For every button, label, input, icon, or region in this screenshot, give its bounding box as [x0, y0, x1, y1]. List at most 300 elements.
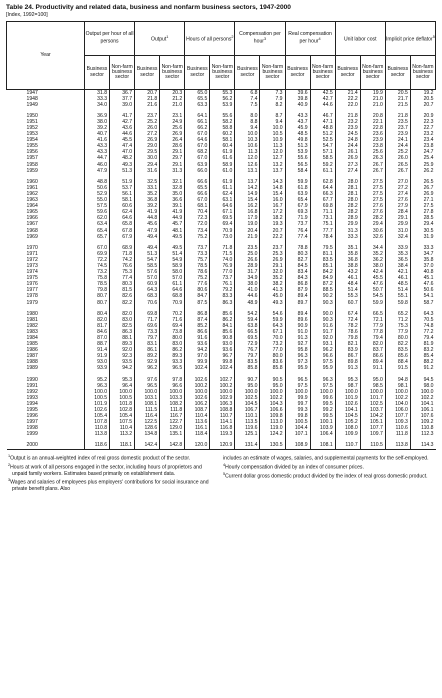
value-cell: 110.1	[235, 414, 260, 420]
value-cell: 109.9	[335, 432, 360, 438]
value-cell: 45.0	[260, 294, 285, 300]
value-cell: 48.4	[335, 282, 360, 288]
value-cell: 48.5	[285, 132, 310, 138]
value-cell: 72.2	[84, 257, 109, 263]
value-cell: 38.0	[360, 264, 385, 270]
value-cell: 75.1	[310, 222, 335, 228]
value-cell: 27.4	[385, 192, 410, 198]
value-cell: 49.5	[160, 245, 185, 251]
table-subtitle: [Index, 1992=100]	[6, 12, 48, 18]
group-header	[235, 22, 285, 56]
footnote-number: 5	[223, 471, 226, 476]
value-cell: 62.8	[310, 179, 335, 185]
value-cell: 89.7	[285, 300, 310, 306]
value-cell: 89.2	[135, 354, 160, 360]
value-cell: 44.6	[235, 294, 260, 300]
value-cell: 130.5	[260, 443, 285, 449]
value-cell: 14.8	[260, 185, 285, 191]
value-cell: 77.6	[185, 282, 210, 288]
value-cell: 75.3	[110, 270, 135, 276]
value-cell: 30.6	[360, 228, 385, 234]
value-cell: 82.1	[335, 342, 360, 348]
value-cell: 81.5	[110, 288, 135, 294]
value-cell: 105.1	[360, 420, 385, 426]
value-cell: 99.9	[185, 360, 210, 366]
value-cell: 79.7	[135, 336, 160, 342]
value-cell: 42.4	[360, 270, 385, 276]
year-cell: 1969	[26, 233, 38, 240]
value-cell: 13.7	[235, 179, 260, 185]
value-cell: 7.3	[260, 90, 285, 97]
value-cell: 64.6	[185, 138, 210, 144]
value-cell: 85.4	[410, 354, 435, 360]
value-cell: 74.5	[84, 264, 109, 270]
footnote-marker: 2	[231, 34, 234, 39]
value-cell: 59.9	[360, 300, 385, 306]
value-cell: 104.1	[410, 402, 435, 408]
value-cell: 70.6	[135, 300, 160, 306]
value-cell: 79.7	[235, 354, 260, 360]
year-cell: 1970	[26, 244, 38, 251]
value-cell: 91.6	[185, 336, 210, 342]
value-cell: 43.2	[335, 270, 360, 276]
value-cell: 73.3	[135, 329, 160, 335]
value-cell: 86.3	[110, 329, 135, 335]
value-cell: 64.6	[160, 288, 185, 294]
value-cell: 23.9	[360, 138, 385, 144]
value-cell: 100.0	[160, 389, 185, 395]
value-cell: 24.7	[410, 150, 435, 156]
value-cell: 16.7	[260, 204, 285, 210]
value-cell: 85.6	[210, 329, 235, 335]
value-cell: 27.5	[360, 179, 385, 185]
value-cell: 56.1	[110, 192, 135, 198]
value-cell: 104.2	[360, 414, 385, 420]
group-header	[385, 22, 435, 56]
value-cell: 68.9	[110, 245, 135, 251]
value-cell: 83.0	[160, 342, 185, 348]
value-cell: 25.4	[410, 156, 435, 162]
value-cell: 61.9	[210, 150, 235, 156]
value-cell: 51.4	[160, 251, 185, 257]
value-cell: 55.6	[285, 156, 310, 162]
footnote	[221, 462, 430, 471]
value-cell: 124.2	[260, 432, 285, 438]
value-cell: 95.0	[235, 383, 260, 389]
value-cell: 49.5	[160, 234, 185, 240]
value-cell: 107.7	[360, 426, 385, 432]
value-cell: 20.7	[260, 228, 285, 234]
value-cell: 77.9	[385, 329, 410, 335]
value-cell: 89.8	[335, 360, 360, 366]
value-cell: 78.6	[335, 329, 360, 335]
value-cell: 8.2	[260, 102, 285, 108]
value-cell: 91.0	[285, 329, 310, 335]
value-cell: 58.0	[160, 270, 185, 276]
value-cell: 93.9	[84, 366, 109, 372]
value-cell: 118.4	[185, 432, 210, 438]
value-cell: 23.5	[385, 119, 410, 125]
value-cell: 116.8	[210, 426, 235, 432]
value-cell: 84.1	[210, 323, 235, 329]
value-cell: 142.4	[135, 443, 160, 449]
value-cell: 26.0	[135, 126, 160, 132]
value-cell: 95.3	[335, 377, 360, 383]
value-cell: 63.4	[84, 222, 109, 228]
value-cell: 68.2	[185, 150, 210, 156]
value-cell: 42.7	[310, 96, 335, 102]
year-cell: 1958	[26, 161, 38, 168]
value-cell: 26.7	[360, 162, 385, 168]
value-cell: 69.4	[160, 323, 185, 329]
value-cell: 45.5	[110, 138, 135, 144]
value-cell: 13.1	[235, 168, 260, 174]
value-cell: 27.6	[360, 210, 385, 216]
value-cell: 23.6	[360, 132, 385, 138]
value-cell: 12.7	[260, 156, 285, 162]
footnote-text: Output is an annual-weighted index of real gross domestic product of the sector.	[10, 455, 191, 462]
value-cell: 71.2	[385, 317, 410, 323]
value-cell: 14.2	[235, 185, 260, 191]
value-cell: 64.3	[410, 311, 435, 317]
value-cell: 47.4	[110, 144, 135, 150]
value-cell: 80.0	[385, 336, 410, 342]
value-cell: 107.6	[410, 414, 435, 420]
value-cell: 105.2	[335, 420, 360, 426]
value-cell: 40.9	[285, 102, 310, 108]
value-cell: 23.9	[335, 126, 360, 132]
value-cell: 20.7	[410, 102, 435, 108]
value-cell: 56.5	[285, 162, 310, 168]
value-cell: 45.9	[285, 126, 310, 132]
value-cell: 71.9	[285, 216, 310, 222]
value-cell: 67.1	[260, 329, 285, 335]
value-cell: 22.0	[335, 102, 360, 108]
value-cell: 73.7	[285, 222, 310, 228]
value-cell: 73.8	[160, 329, 185, 335]
value-cell: 26.5	[385, 162, 410, 168]
value-cell: 70.4	[185, 210, 210, 216]
year-cell: 1991	[26, 382, 38, 389]
value-cell: 85.2	[185, 323, 210, 329]
value-cell: 80.7	[84, 294, 109, 300]
value-cell: 65.2	[385, 311, 410, 317]
value-cell: 67.9	[110, 234, 135, 240]
value-cell: 91.6	[310, 323, 335, 329]
value-cell: 25.9	[410, 162, 435, 168]
value-cell: 39.0	[110, 102, 135, 108]
value-cell: 40.7	[84, 132, 109, 138]
value-cell: 70.5	[410, 317, 435, 323]
value-cell: 23.2	[410, 132, 435, 138]
year-cell: 1954	[26, 137, 38, 144]
value-cell: 34.7	[410, 251, 435, 257]
value-cell: 111.8	[160, 408, 185, 414]
value-cell: 92.9	[135, 360, 160, 366]
value-cell: 14.9	[235, 192, 260, 198]
value-cell: 91.2	[410, 366, 435, 372]
value-cell: 47.1	[310, 119, 335, 125]
value-cell: 89.4	[285, 294, 310, 300]
value-cell: 96.3	[310, 377, 335, 383]
value-cell: 42.7	[110, 119, 135, 125]
value-cell: 77.7	[310, 228, 335, 234]
value-cell: 58.5	[135, 264, 160, 270]
value-cell: 96.2	[135, 366, 160, 372]
value-cell: 54.5	[360, 294, 385, 300]
value-cell: 64.3	[135, 288, 160, 294]
year-cell: 1985	[26, 341, 38, 348]
value-cell: 100.0	[385, 389, 410, 395]
value-cell: 86.6	[360, 354, 385, 360]
value-cell: 102.8	[110, 408, 135, 414]
value-cell: 38.0	[84, 119, 109, 125]
value-cell: 61.9	[210, 179, 235, 185]
value-cell: 41.6	[84, 138, 109, 144]
value-cell: 110.8	[410, 426, 435, 432]
nonfarm-business-sector-header: Non-farm business sector	[410, 56, 435, 90]
group-header-label: Hours of all persons	[186, 36, 232, 43]
value-cell: 122.5	[135, 420, 160, 426]
value-cell: 37.7	[110, 96, 135, 102]
value-cell: 86.2	[160, 348, 185, 354]
value-cell: 50.6	[410, 288, 435, 294]
value-cell: 96.5	[160, 366, 185, 372]
nonfarm-business-sector-header: Non-farm business sector	[260, 56, 285, 90]
nonfarm-business-sector-header: Non-farm business sector	[210, 56, 235, 90]
value-cell: 82.2	[110, 300, 135, 306]
value-cell: 20.3	[160, 90, 185, 97]
value-cell: 119.0	[260, 426, 285, 432]
value-cell: 83.2	[410, 348, 435, 354]
value-cell: 84.5	[285, 264, 310, 270]
value-cell: 16.2	[235, 204, 260, 210]
value-cell: 86.8	[185, 311, 210, 317]
value-cell: 76.9	[210, 264, 235, 270]
value-cell: 75.7	[185, 257, 210, 263]
year-cell: 1951	[26, 118, 38, 125]
value-cell: 96.2	[310, 348, 335, 354]
value-cell: 100.0	[235, 389, 260, 395]
value-cell: 91.3	[335, 366, 360, 372]
value-cell: 68.8	[160, 294, 185, 300]
year-cell: 1978	[26, 293, 38, 300]
value-cell: 48.8	[84, 179, 109, 185]
value-cell: 65.5	[185, 185, 210, 191]
value-cell: 55.1	[385, 294, 410, 300]
value-cell: 65.4	[84, 228, 109, 234]
value-cell: 59.2	[310, 162, 335, 168]
value-cell: 80.0	[260, 354, 285, 360]
value-cell: 47.9	[84, 168, 109, 174]
value-cell: 97.5	[310, 360, 335, 366]
value-cell: 63.8	[235, 323, 260, 329]
value-cell: 27.1	[410, 198, 435, 204]
value-cell: 67.0	[185, 144, 210, 150]
value-cell: 45.6	[135, 222, 160, 228]
value-cell: 29.7	[160, 156, 185, 162]
year-cell: 1993	[26, 394, 38, 401]
value-cell: 81.9	[410, 342, 435, 348]
value-cell: 52.9	[84, 192, 109, 198]
value-cell: 18.2	[260, 216, 285, 222]
value-cell: 72.9	[235, 342, 260, 348]
value-cell: 120.0	[185, 443, 210, 449]
value-cell: 95.2	[84, 377, 109, 383]
value-cell: 26.7	[410, 185, 435, 191]
value-cell: 24.4	[335, 144, 360, 150]
value-cell: 27.5	[360, 192, 385, 198]
value-cell: 72.0	[185, 222, 210, 228]
value-cell: 95.0	[360, 377, 385, 383]
footnote-marker: 4	[318, 37, 321, 42]
year-cell: 1977	[26, 287, 38, 294]
value-cell: 83.9	[335, 348, 360, 354]
year-cell: 1974	[26, 269, 38, 276]
business-sector-header: Business sector	[84, 56, 109, 90]
value-cell: 108.1	[310, 443, 335, 449]
productivity-table	[6, 21, 436, 450]
year-cell: 1963	[26, 197, 38, 204]
value-cell: 27.2	[135, 132, 160, 138]
value-cell: 86.1	[135, 348, 160, 354]
value-cell: 28.2	[335, 204, 360, 210]
value-cell: 103.9	[310, 426, 335, 432]
value-cell: 91.5	[385, 366, 410, 372]
value-cell: 32.1	[160, 179, 185, 185]
value-cell: 73.0	[210, 234, 235, 240]
value-cell: 25.0	[235, 251, 260, 257]
value-cell: 95.0	[260, 383, 285, 389]
value-cell: 77.4	[285, 234, 310, 240]
value-cell: 110.5	[360, 443, 385, 449]
value-cell: 51.3	[135, 251, 160, 257]
value-cell: 58.1	[210, 138, 235, 144]
value-cell: 48.5	[385, 282, 410, 288]
value-cell: 23.7	[385, 126, 410, 132]
year-cell: 1968	[26, 227, 38, 234]
value-cell: 104.5	[335, 414, 360, 420]
value-cell: 96.6	[310, 354, 335, 360]
value-cell: 26.5	[410, 179, 435, 185]
group-header	[285, 22, 335, 56]
value-cell: 66.1	[185, 119, 210, 125]
value-cell: 53.9	[210, 102, 235, 108]
value-cell: 67.0	[185, 198, 210, 204]
value-cell: 69.9	[84, 251, 109, 257]
year-cell: 1976	[26, 281, 38, 288]
value-cell: 67.4	[335, 311, 360, 317]
value-cell: 64.6	[210, 204, 235, 210]
value-cell: 113.8	[385, 443, 410, 449]
value-cell: 65.8	[110, 222, 135, 228]
value-cell: 54.9	[160, 257, 185, 263]
value-cell: 71.8	[110, 251, 135, 257]
value-cell: 106.2	[185, 402, 210, 408]
value-cell: 92.3	[110, 354, 135, 360]
value-cell: 28.2	[360, 216, 385, 222]
value-cell: 106.1	[410, 408, 435, 414]
value-cell: 94.5	[410, 377, 435, 383]
value-cell: 107.1	[285, 432, 310, 438]
value-cell: 21.7	[385, 96, 410, 102]
value-cell: 122.7	[160, 420, 185, 426]
group-header-label: Output	[150, 36, 167, 43]
value-cell: 38.8	[335, 264, 360, 270]
footnote	[6, 462, 215, 478]
year-cell: 1975	[26, 275, 38, 282]
value-cell: 36.8	[135, 198, 160, 204]
value-cell: 26.0	[385, 156, 410, 162]
value-cell: 61.1	[210, 185, 235, 191]
value-cell: 38.4	[385, 264, 410, 270]
year-cell: 1960	[26, 178, 38, 185]
value-cell: 63.9	[185, 162, 210, 168]
year-cell: 1984	[26, 335, 38, 342]
value-cell: 105.4	[110, 414, 135, 420]
value-cell: 20.7	[135, 90, 160, 97]
value-cell: 98.0	[410, 383, 435, 389]
value-cell: 65.5	[185, 96, 210, 102]
value-cell: 27.8	[410, 210, 435, 216]
value-cell: 92.0	[110, 348, 135, 354]
value-cell: 26.1	[335, 150, 360, 156]
value-cell: 92.0	[310, 336, 335, 342]
value-cell: 101.7	[360, 395, 385, 401]
value-cell: 29.0	[135, 144, 160, 150]
year-cell: 1999	[26, 431, 38, 438]
value-cell: 61.8	[285, 185, 310, 191]
value-cell: 77.4	[110, 276, 135, 282]
value-cell: 25.2	[135, 119, 160, 125]
value-cell: 60.4	[210, 144, 235, 150]
value-cell: 67.8	[110, 228, 135, 234]
value-cell: 9.4	[260, 119, 285, 125]
value-cell: 78.8	[285, 245, 310, 251]
value-cell: 29.9	[335, 222, 360, 228]
value-cell: 99.5	[310, 402, 335, 408]
year-cell: 1959	[26, 167, 38, 174]
year-cell: 1997	[26, 419, 38, 426]
value-cell: 25.6	[360, 150, 385, 156]
value-cell: 82.7	[285, 257, 310, 263]
value-cell: 87.9	[285, 288, 310, 294]
value-cell: 41.9	[135, 210, 160, 216]
value-cell: 41.3	[260, 288, 285, 294]
value-cell: 25.6	[160, 126, 185, 132]
value-cell: 104.1	[335, 408, 360, 414]
value-cell: 90.2	[310, 294, 335, 300]
value-cell: 28.2	[335, 210, 360, 216]
value-cell: 78.5	[185, 264, 210, 270]
value-cell: 78.2	[335, 323, 360, 329]
year-cell: 1948	[26, 95, 38, 102]
value-cell: 22.7	[410, 126, 435, 132]
value-cell: 134.8	[135, 432, 160, 438]
value-cell: 76.4	[285, 228, 310, 234]
value-cell: 78.5	[84, 282, 109, 288]
value-cell: 8.0	[235, 113, 260, 119]
value-cell: 48.8	[310, 126, 335, 132]
value-cell: 44.9	[160, 216, 185, 222]
value-cell: 118.1	[110, 443, 135, 449]
footnote	[6, 477, 215, 493]
value-cell: 60.6	[110, 204, 135, 210]
footnote-marker: 3	[264, 37, 267, 42]
value-cell: 89.4	[360, 360, 385, 366]
value-cell: 51.3	[110, 168, 135, 174]
value-cell: 64.1	[185, 113, 210, 119]
